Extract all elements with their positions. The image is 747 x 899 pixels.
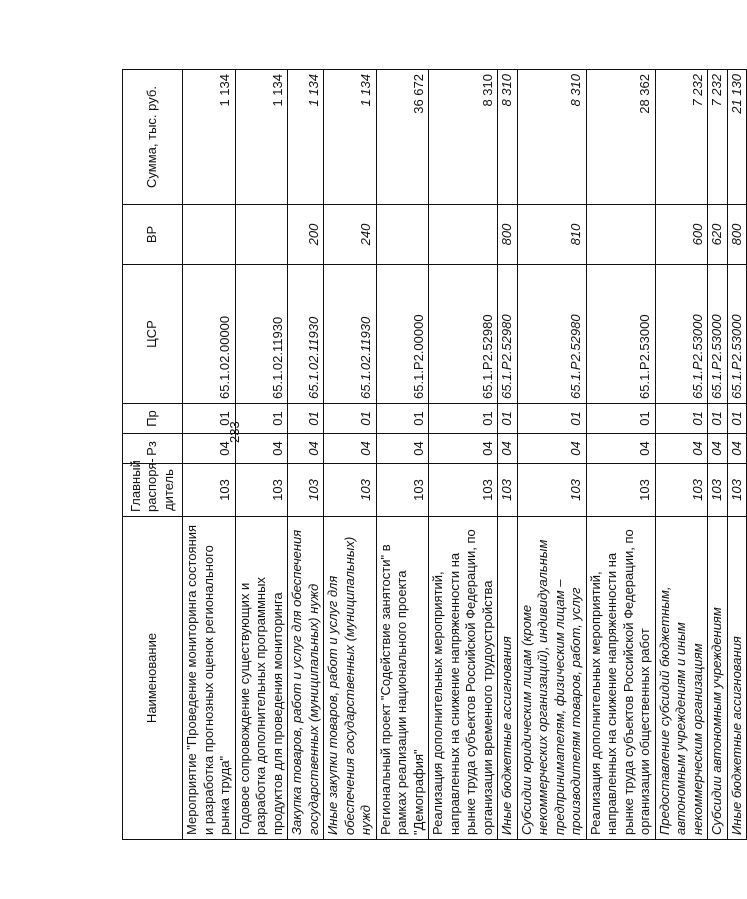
cell-subsection: 01	[429, 404, 498, 434]
cell-section: 04	[288, 434, 324, 464]
cell-subsection: 01	[183, 404, 236, 434]
cell-target-article: 65.1.Р2.52980	[498, 265, 518, 404]
table-row	[183, 70, 236, 840]
cell-section: 04	[429, 434, 498, 464]
cell-name: Предоставление субсидий бюджетным, автономным учреждениям и иным некоммерческим организациям	[655, 517, 708, 840]
cell-name: Субсидии юридическим лицам (кроме некоммерческих организаций), индивидуальным предпринимателям, физическим лицам – производителям товаров, работ, услуг	[517, 517, 586, 840]
cell-target-article: 65.1.Р2.00000	[376, 265, 429, 404]
cell-expense-type: 620	[708, 205, 728, 265]
cell-section: 04	[376, 434, 429, 464]
header-section: Рз	[123, 434, 183, 464]
cell-target-article: 65.1.02.11930	[235, 265, 288, 404]
table-row	[498, 70, 518, 840]
cell-sum: 7 232	[708, 70, 728, 205]
cell-expense-type: 240	[324, 205, 377, 265]
cell-sum: 1 134	[324, 70, 377, 205]
cell-subsection: 01	[655, 404, 708, 434]
budget-table	[122, 69, 747, 840]
table-row	[708, 70, 728, 840]
cell-section: 04	[586, 434, 655, 464]
cell-sum: 36 672	[376, 70, 429, 205]
cell-target-article: 65.1.Р2.52980	[517, 265, 586, 404]
header-sum: Сумма, тыс. руб.	[123, 70, 183, 205]
table-row	[288, 70, 324, 840]
cell-expense-type: 600	[655, 205, 708, 265]
cell-section: 04	[727, 434, 747, 464]
cell-target-article: 65.1.02.11930	[324, 265, 377, 404]
cell-target-article: 65.1.02.00000	[183, 265, 236, 404]
cell-expense-type	[376, 205, 429, 265]
header-name: Наименование	[123, 517, 183, 840]
table-row	[235, 70, 288, 840]
cell-expense-type	[586, 205, 655, 265]
cell-section: 04	[498, 434, 518, 464]
cell-main-manager: 103	[429, 464, 498, 517]
cell-subsection: 01	[376, 404, 429, 434]
cell-sum: 8 310	[517, 70, 586, 205]
cell-target-article: 65.1.Р2.53000	[708, 265, 728, 404]
cell-name: Иные бюджетные ассигнования	[498, 517, 518, 840]
cell-main-manager: 103	[183, 464, 236, 517]
cell-subsection: 01	[727, 404, 747, 434]
cell-name: Реализация дополнительных мероприятий, направленных на снижение напряженности на рынке труда субъектов Российской Федерации, по организации общественных работ	[586, 517, 655, 840]
cell-section: 04	[183, 434, 236, 464]
cell-main-manager: 103	[708, 464, 728, 517]
cell-section: 04	[655, 434, 708, 464]
table-row	[586, 70, 655, 840]
cell-main-manager: 103	[727, 464, 747, 517]
table-row	[429, 70, 498, 840]
cell-target-article: 65.1.02.11930	[288, 265, 324, 404]
header-subsection: Пр	[123, 404, 183, 434]
cell-main-manager: 103	[517, 464, 586, 517]
cell-sum: 28 362	[586, 70, 655, 205]
cell-sum: 8 310	[498, 70, 518, 205]
cell-subsection: 01	[498, 404, 518, 434]
cell-target-article: 65.1.Р2.53000	[586, 265, 655, 404]
cell-name: Региональный проект "Содействие занятости" в рамках реализации национального проекта "Демография"	[376, 517, 429, 840]
table-row	[517, 70, 586, 840]
cell-main-manager: 103	[586, 464, 655, 517]
cell-expense-type: 810	[517, 205, 586, 265]
cell-main-manager: 103	[376, 464, 429, 517]
cell-expense-type	[183, 205, 236, 265]
header-main-manager: Главный распоря-дитель	[123, 464, 183, 517]
cell-subsection: 01	[517, 404, 586, 434]
cell-name: Субсидии автономным учреждениям	[708, 517, 728, 840]
cell-expense-type: 200	[288, 205, 324, 265]
cell-name: Реализация дополнительных мероприятий, направленных на снижение напряженности на рынке труда субъектов Российской Федерации, по организации временного трудоустройства	[429, 517, 498, 840]
cell-subsection: 01	[708, 404, 728, 434]
cell-main-manager: 103	[324, 464, 377, 517]
cell-sum: 1 134	[183, 70, 236, 205]
cell-target-article: 65.1.Р2.53000	[727, 265, 747, 404]
cell-section: 04	[517, 434, 586, 464]
table-row	[727, 70, 747, 840]
cell-section: 04	[324, 434, 377, 464]
cell-main-manager: 103	[655, 464, 708, 517]
header-target-article: ЦСР	[123, 265, 183, 404]
cell-sum: 8 310	[429, 70, 498, 205]
cell-expense-type	[235, 205, 288, 265]
cell-name: Иные закупки товаров, работ и услуг для обеспечения государственных (муниципальных) нужд	[324, 517, 377, 840]
cell-sum: 7 232	[655, 70, 708, 205]
cell-expense-type: 800	[727, 205, 747, 265]
cell-sum: 1 134	[235, 70, 288, 205]
cell-section: 04	[708, 434, 728, 464]
header-expense-type: ВР	[123, 205, 183, 265]
cell-name: Мероприятие "Проведение мониторинга состояния и разработка прогнозных оценок регионального рынка труда"	[183, 517, 236, 840]
cell-target-article: 65.1.Р2.53000	[655, 265, 708, 404]
cell-subsection: 01	[235, 404, 288, 434]
page-number: 233	[227, 421, 242, 443]
cell-subsection: 01	[324, 404, 377, 434]
cell-main-manager: 103	[235, 464, 288, 517]
cell-subsection: 01	[586, 404, 655, 434]
cell-main-manager: 103	[288, 464, 324, 517]
budget-table-wrapper	[122, 70, 744, 840]
cell-section: 04	[235, 434, 288, 464]
cell-name: Годовое сопровождение существующих и разработка дополнительных программных продуктов для проведения мониторинга	[235, 517, 288, 840]
table-row	[655, 70, 708, 840]
cell-main-manager: 103	[498, 464, 518, 517]
cell-subsection: 01	[288, 404, 324, 434]
cell-target-article: 65.1.Р2.52980	[429, 265, 498, 404]
table-row	[376, 70, 429, 840]
cell-sum: 21 130	[727, 70, 747, 205]
header-row	[123, 70, 183, 840]
cell-expense-type: 800	[498, 205, 518, 265]
cell-expense-type	[429, 205, 498, 265]
cell-name: Иные бюджетные ассигнования	[727, 517, 747, 840]
cell-sum: 1 134	[288, 70, 324, 205]
cell-name: Закупка товаров, работ и услуг для обеспечения государственных (муниципальных) нужд	[288, 517, 324, 840]
table-row	[324, 70, 377, 840]
